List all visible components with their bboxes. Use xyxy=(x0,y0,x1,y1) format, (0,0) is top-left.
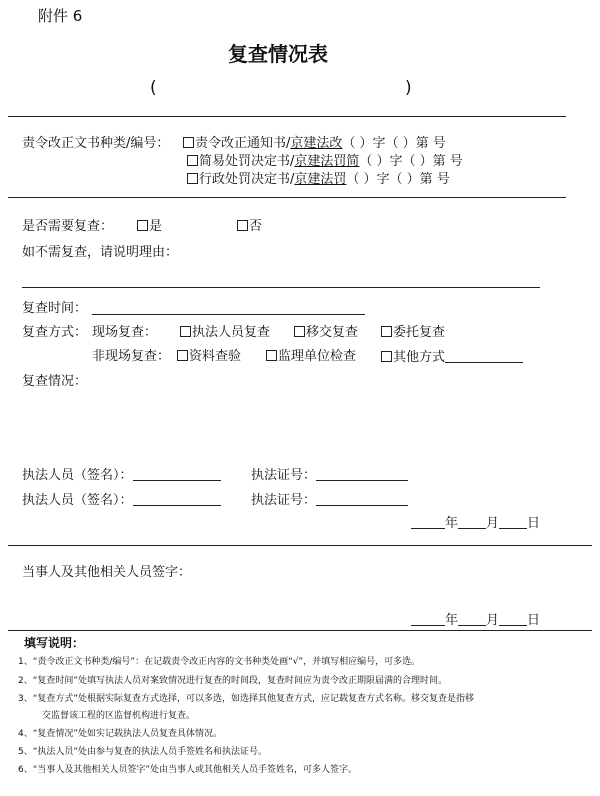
note-item: 1、“责令改正文书种类/编号”：在记载责令改正内容的文书种类处画“√”，并填写相应编号，可多选。 xyxy=(18,657,421,667)
checkbox[interactable] xyxy=(187,173,198,184)
page-title: 复查情况表 xyxy=(228,42,328,66)
divider xyxy=(8,116,566,117)
offsite-option-2[interactable]: 监理单位检查 xyxy=(266,350,356,363)
doc-type-row-1: 责令改正通知书/京建法改（ ）字（ ）第 号 xyxy=(183,137,446,150)
checkbox[interactable] xyxy=(180,326,191,337)
doc-type-row-2: 简易处罚决定书/京建法罚简（ ）字（ ）第 号 xyxy=(187,155,463,168)
onsite-option-2[interactable]: 移交复查 xyxy=(294,326,358,339)
other-method-line[interactable] xyxy=(445,350,523,363)
divider xyxy=(8,630,592,631)
no-reason-label: 如不需复查，请说明理由： xyxy=(22,245,179,260)
party-sign-label: 当事人及其他相关人员签字： xyxy=(22,565,192,580)
offsite-label: 非现场复查： xyxy=(92,349,171,364)
note-item: 2、“复查时间”处填写执法人员对案致情况进行复查的时间段，复查时间应为责令改正期限届满的合理时间。 xyxy=(18,676,448,686)
note-item: 3、“复查方式”处根据实际复查方式选择，可以多选，如选择其他复查方式，应记载复查方式名称。移交复查是指移 xyxy=(18,694,475,704)
checkbox[interactable] xyxy=(381,351,392,362)
note-item: 4、“复查情况”处如实记载执法人员复查具体情况。 xyxy=(18,729,223,739)
review-status-label: 复查情况： xyxy=(22,374,88,389)
review-time-line[interactable] xyxy=(92,314,365,315)
checkbox[interactable] xyxy=(187,155,198,166)
offsite-option-1[interactable]: 资料查验 xyxy=(177,350,241,363)
doc-type-label: 责令改正文书种类/编号： xyxy=(22,136,170,151)
checkbox[interactable] xyxy=(237,220,248,231)
reason-line xyxy=(22,287,540,288)
checkbox[interactable] xyxy=(177,350,188,361)
note-item: 5、“执法人员”处由参与复查的执法人员手签姓名和执法证号。 xyxy=(18,747,268,757)
offsite-option-3[interactable]: 其他方式 xyxy=(381,350,523,364)
onsite-label: 现场复查： xyxy=(92,325,158,340)
note-item: 交监督该工程的区监督机构进行复查。 xyxy=(42,711,196,721)
notes-title: 填写说明： xyxy=(24,636,85,650)
license-line[interactable] xyxy=(316,468,408,481)
signature-line[interactable] xyxy=(133,493,221,506)
checkbox[interactable] xyxy=(294,326,305,337)
onsite-option-3[interactable]: 委托复查 xyxy=(381,326,445,339)
attachment-label: 附件 6 xyxy=(38,7,83,25)
checkbox[interactable] xyxy=(183,137,194,148)
need-review-yes[interactable]: 是 xyxy=(137,220,162,233)
officer-date: 年 月 日 xyxy=(411,516,540,530)
license-1: 执法证号： xyxy=(251,468,408,482)
need-review-label: 是否需要复查： xyxy=(22,219,114,234)
review-method-label: 复查方式： xyxy=(22,325,88,340)
license-2: 执法证号： xyxy=(251,493,408,507)
doc-type-row-3: 行政处罚决定书/京建法罚（ ）字（ ）第 号 xyxy=(187,173,450,186)
party-date: 年 月 日 xyxy=(411,613,540,627)
signature-line[interactable] xyxy=(133,468,221,481)
review-time-label: 复查时间： xyxy=(22,301,88,316)
paren-right: ) xyxy=(405,78,412,98)
checkbox[interactable] xyxy=(137,220,148,231)
divider xyxy=(8,197,566,198)
officer-sign-2: 执法人员（签名）： xyxy=(22,493,221,507)
paren-left: ( xyxy=(150,78,157,98)
note-item: 6、“当事人及其他相关人员签字”处由当事人或其他相关人员手签姓名，可多人签字。 xyxy=(18,765,358,775)
onsite-option-1[interactable]: 执法人员复查 xyxy=(180,326,270,339)
need-review-no[interactable]: 否 xyxy=(237,220,262,233)
divider xyxy=(8,545,592,546)
license-line[interactable] xyxy=(316,493,408,506)
checkbox[interactable] xyxy=(381,326,392,337)
officer-sign-1: 执法人员（签名）： xyxy=(22,468,221,482)
checkbox[interactable] xyxy=(266,350,277,361)
